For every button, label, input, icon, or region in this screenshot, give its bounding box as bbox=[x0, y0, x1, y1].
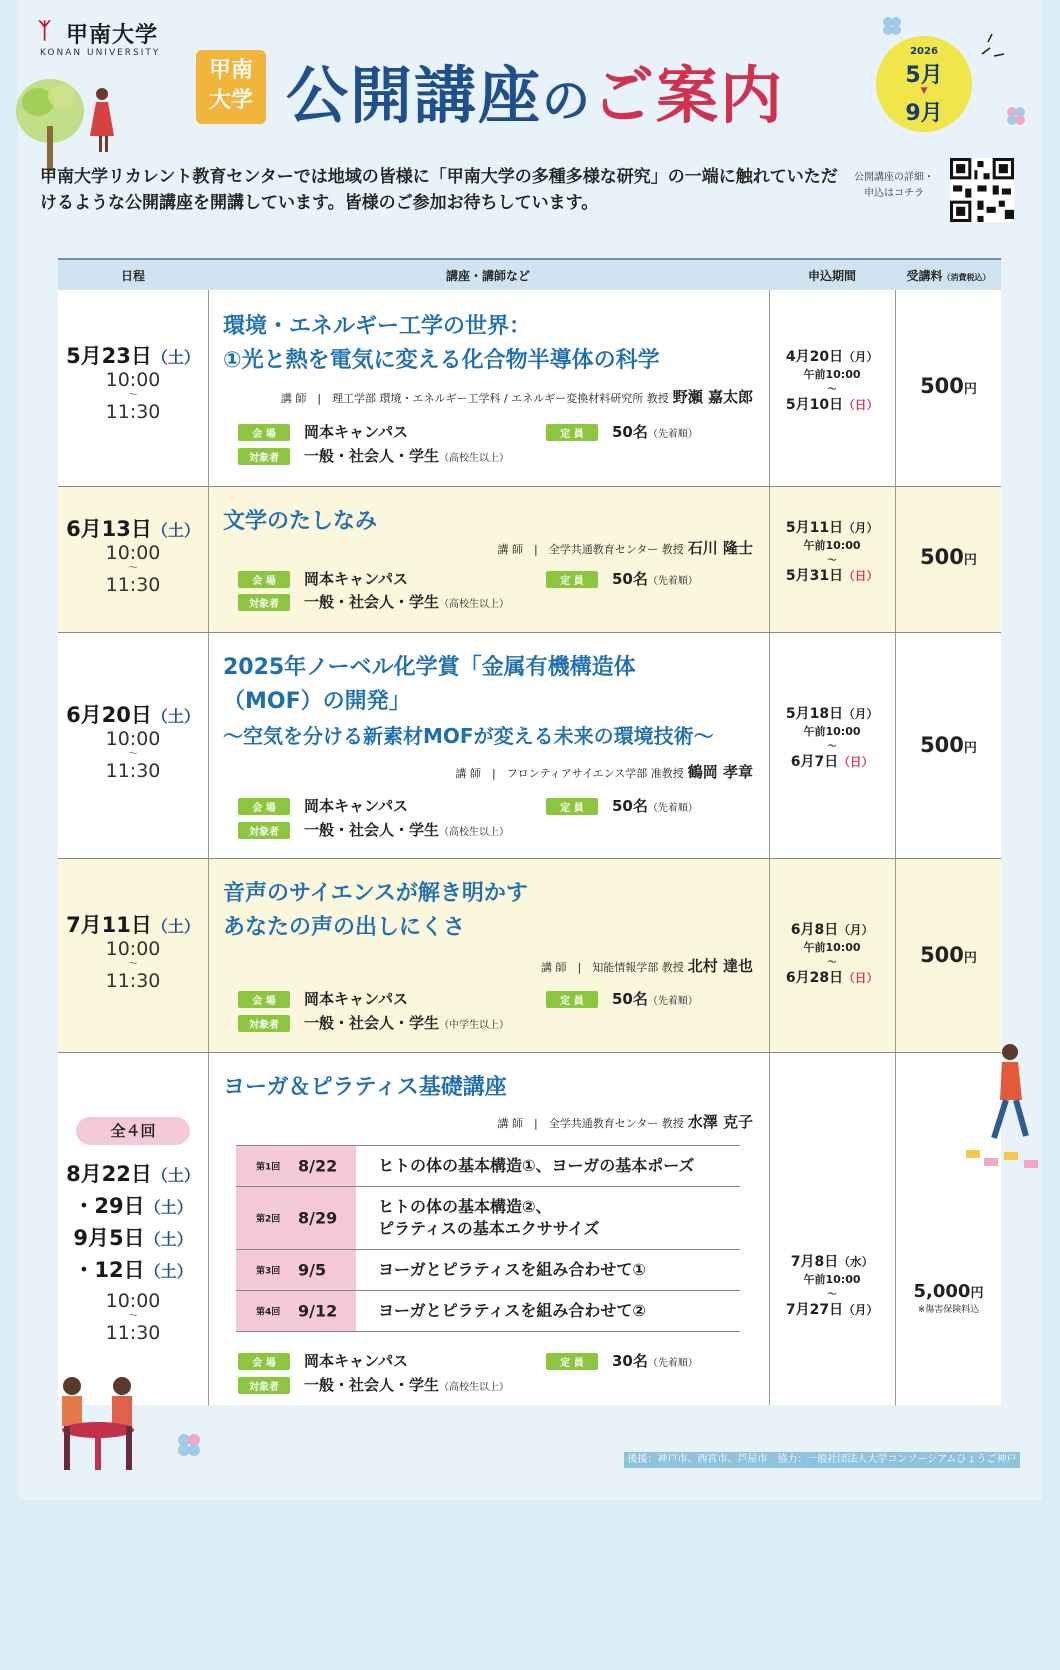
flower-icon bbox=[1004, 104, 1028, 128]
time-end: 11:30 bbox=[105, 760, 161, 782]
apply-period bbox=[770, 348, 894, 414]
venue-value: 岡本キャンパス bbox=[304, 423, 408, 441]
time-start: 10:00 bbox=[105, 938, 161, 960]
apply-end: 5月31日 bbox=[785, 568, 844, 584]
capacity-note: （先着順） bbox=[647, 429, 698, 440]
time-separator: 〜 bbox=[128, 390, 138, 401]
venue-tag: 会 場 bbox=[238, 991, 290, 1008]
capacity-value: 50名 bbox=[612, 797, 648, 815]
lecturer-label: 講 師 bbox=[455, 767, 481, 780]
target-value: 一般・社会人・学生 bbox=[304, 821, 440, 839]
venue bbox=[238, 1350, 408, 1371]
session-number: 第2回 bbox=[256, 1214, 281, 1225]
venue-tag: 会 場 bbox=[238, 424, 290, 441]
target-note: （高校生以上） bbox=[439, 453, 510, 464]
target-value: 一般・社会人・学生 bbox=[304, 593, 440, 611]
apply-separator: 〜 bbox=[827, 742, 837, 752]
apply-separator: 〜 bbox=[827, 1290, 837, 1300]
course-title-line-2: あなたの声の出しにくさ bbox=[223, 915, 466, 940]
date-day: 9月5日 bbox=[73, 1226, 145, 1250]
lecturer-name: 野瀬 嘉太郎 bbox=[672, 388, 753, 406]
capacity-tag: 定 員 bbox=[546, 798, 598, 815]
course-title bbox=[223, 1071, 507, 1105]
venue bbox=[238, 988, 408, 1009]
title-part-3: ご案内 bbox=[592, 59, 785, 132]
course-date bbox=[58, 909, 208, 991]
course-title bbox=[223, 651, 714, 753]
venue-value: 岡本キャンパス bbox=[304, 797, 408, 815]
table-row bbox=[58, 1053, 1001, 1405]
apply-start-dow: （月） bbox=[838, 923, 874, 937]
course-date bbox=[58, 699, 208, 781]
fee-value: 500 bbox=[920, 545, 964, 569]
fee-value: 500 bbox=[920, 943, 964, 967]
course-title-line-2: （MOF）の開発」 bbox=[223, 689, 411, 714]
header-fee bbox=[896, 267, 1001, 284]
apply-end-dow: （日） bbox=[838, 755, 874, 769]
period-end-month: 9月 bbox=[905, 101, 943, 126]
capacity-value: 30名 bbox=[612, 1352, 648, 1370]
target-tag: 対象者 bbox=[238, 1015, 290, 1032]
target-note: （高校生以上） bbox=[439, 827, 510, 838]
apply-period bbox=[770, 519, 894, 585]
page-title bbox=[286, 46, 784, 135]
capacity bbox=[546, 421, 698, 442]
table-row bbox=[58, 290, 1001, 487]
fee bbox=[896, 545, 1001, 569]
capacity-note: （先着順） bbox=[647, 1358, 698, 1369]
target bbox=[238, 445, 509, 466]
date-day: 6月20日 bbox=[66, 703, 152, 727]
lecturer: 講 師 | 全学共通教育センター 教授 水澤 克子 bbox=[497, 1113, 753, 1131]
intro-text: 甲南大学リカレント教育センターでは地域の皆様に「甲南大学の多種多様な研究」の一端に触れていただけるような公開講座を開講しています。皆様のご参加お待ちしています。 bbox=[40, 167, 838, 213]
time-separator: 〜 bbox=[128, 563, 138, 574]
venue-value: 岡本キャンパス bbox=[304, 1352, 408, 1370]
lecturer-org: 全学共通教育センター 教授 bbox=[548, 1117, 684, 1130]
fee-value: 5,000 bbox=[913, 1281, 971, 1302]
session-row bbox=[236, 1291, 740, 1332]
course-title-line-1: 2025年ノーベル化学賞「金属有機構造体 bbox=[223, 655, 636, 680]
apply-time: 午前10:00 bbox=[803, 941, 861, 954]
capacity-tag: 定 員 bbox=[546, 571, 598, 588]
capacity-value: 50名 bbox=[612, 570, 648, 588]
apply-period bbox=[770, 921, 894, 987]
time-end: 11:30 bbox=[105, 970, 161, 992]
session-number: 第3回 bbox=[256, 1266, 281, 1277]
venue-tag: 会 場 bbox=[238, 1353, 290, 1370]
time-separator: 〜 bbox=[128, 959, 138, 970]
time-separator: 〜 bbox=[128, 749, 138, 760]
logo-english: KONAN UNIVERSITY bbox=[40, 48, 161, 58]
target bbox=[238, 819, 509, 840]
fee bbox=[896, 374, 1001, 398]
lecturer: 講 師 | 全学共通教育センター 教授 石川 隆士 bbox=[497, 539, 753, 557]
apply-start-dow: （月） bbox=[843, 707, 879, 721]
lecturer-org: 知能情報学部 教授 bbox=[592, 961, 684, 974]
lecturer-name: 石川 隆士 bbox=[687, 539, 753, 557]
fee bbox=[896, 943, 1001, 967]
session-count-badge: 全４回 bbox=[76, 1117, 190, 1145]
title-part-2: の bbox=[542, 73, 593, 129]
capacity-tag: 定 員 bbox=[546, 991, 598, 1008]
time-separator: 〜 bbox=[128, 1311, 138, 1322]
badge-line-2: 大学 bbox=[208, 88, 253, 113]
capacity-tag: 定 員 bbox=[546, 424, 598, 441]
apply-time: 午前10:00 bbox=[803, 725, 861, 738]
apply-time: 午前10:00 bbox=[803, 1273, 861, 1286]
target-value: 一般・社会人・学生 bbox=[304, 447, 440, 465]
date-dow: （土） bbox=[144, 1198, 193, 1217]
fee bbox=[896, 1281, 1001, 1315]
apply-time: 午前10:00 bbox=[803, 368, 861, 381]
period-badge bbox=[876, 36, 972, 132]
lecturer-name: 北村 達也 bbox=[687, 957, 753, 975]
lecturer-label: 講 師 bbox=[280, 392, 307, 405]
apply-end-dow: （日） bbox=[843, 569, 879, 583]
time-end: 11:30 bbox=[105, 401, 161, 423]
date-dow: （土） bbox=[151, 348, 200, 367]
fee-unit: 円 bbox=[963, 951, 977, 966]
lecturer: 講 師 | 理工学部 環境・エネルギー工学科 / エネルギー変換材料研究所 教授 野瀬 嘉太郎 bbox=[280, 388, 753, 406]
capacity-note: （先着順） bbox=[647, 576, 698, 587]
date-day: ・12日 bbox=[73, 1258, 145, 1282]
header-date: 日程 bbox=[120, 269, 145, 283]
lecturer-org: 理工学部 環境・エネルギー工学科 / エネルギー変換材料研究所 教授 bbox=[332, 392, 669, 405]
target-note: （中学生以上） bbox=[439, 1020, 510, 1031]
lecturer-label: 講 師 bbox=[497, 1117, 523, 1130]
session-row bbox=[236, 1146, 740, 1187]
qr-code-icon[interactable] bbox=[950, 158, 1014, 222]
venue-value: 岡本キャンパス bbox=[304, 570, 408, 588]
title-part-1: 公開講座 bbox=[286, 59, 543, 132]
target-value: 一般・社会人・学生 bbox=[304, 1014, 440, 1032]
sparkle-lines-icon bbox=[976, 34, 1006, 64]
down-arrow-icon: ▼ bbox=[920, 86, 928, 96]
people-at-table-illustration-icon bbox=[40, 1372, 180, 1482]
header-apply: 申込期間 bbox=[807, 269, 856, 283]
logo-name: 甲南大学 bbox=[66, 23, 159, 48]
apply-end: 5月10日 bbox=[785, 397, 844, 413]
capacity-note: （先着順） bbox=[647, 996, 698, 1007]
session-date: 9/5 bbox=[298, 1260, 327, 1280]
course-date bbox=[58, 1159, 208, 1343]
course-title-line-1: ヨーガ＆ピラティス基礎講座 bbox=[223, 1075, 507, 1100]
course-date bbox=[58, 513, 208, 595]
fee bbox=[896, 733, 1001, 757]
course-title-line-1: 環境・エネルギー工学の世界： bbox=[223, 314, 532, 339]
date-dow: （土） bbox=[144, 1230, 193, 1249]
venue bbox=[238, 795, 408, 816]
apply-start: 6月8日 bbox=[790, 922, 839, 938]
session-topic: ヨーガとピラティスを組み合わせて② bbox=[378, 1301, 646, 1320]
apply-period bbox=[770, 1253, 894, 1319]
period-start-month: 5月 bbox=[905, 63, 943, 88]
date-dow: （土） bbox=[151, 1166, 200, 1185]
capacity-tag: 定 員 bbox=[546, 1353, 598, 1370]
apply-start: 4月20日 bbox=[785, 349, 844, 365]
date-day: ・29日 bbox=[73, 1194, 145, 1218]
time-end: 11:30 bbox=[105, 574, 161, 596]
table-header bbox=[58, 258, 1001, 292]
session-schedule bbox=[236, 1145, 740, 1332]
session-topic: ヒトの体の基本構造②、 bbox=[378, 1197, 552, 1216]
fee-unit: 円 bbox=[963, 382, 977, 397]
capacity-note: （先着順） bbox=[647, 803, 698, 814]
session-date: 9/12 bbox=[298, 1301, 338, 1321]
badge-line-1: 甲南 bbox=[208, 58, 253, 83]
apply-start-dow: （月） bbox=[843, 521, 879, 535]
header-fee-note: （消費税込） bbox=[942, 273, 991, 282]
course-title bbox=[223, 877, 528, 945]
course-title bbox=[223, 505, 377, 539]
target bbox=[238, 1012, 509, 1033]
target-tag: 対象者 bbox=[238, 594, 290, 611]
session-number: 第1回 bbox=[256, 1162, 281, 1173]
venue bbox=[238, 568, 408, 589]
apply-period bbox=[770, 705, 894, 771]
apply-end-dow: （日） bbox=[843, 971, 879, 985]
apply-end-dow: （月） bbox=[843, 1303, 879, 1317]
capacity-value: 50名 bbox=[612, 990, 648, 1008]
target bbox=[238, 1374, 509, 1395]
lecturer: 講 師 | フロンティアサイエンス学部 准教授 鶴岡 孝章 bbox=[455, 763, 753, 781]
date-dow: （土） bbox=[151, 707, 200, 726]
venue bbox=[238, 421, 408, 442]
lecturer-name: 鶴岡 孝章 bbox=[687, 763, 753, 781]
lecturer-label: 講 師 bbox=[497, 543, 523, 556]
session-topic: ヒトの体の基本構造①、ヨーガの基本ポーズ bbox=[378, 1156, 695, 1175]
date-dow: （土） bbox=[151, 521, 200, 540]
course-title-line-1: 音声のサイエンスが解き明かす bbox=[223, 881, 528, 906]
target-tag: 対象者 bbox=[238, 822, 290, 839]
time-end: 11:30 bbox=[105, 1322, 161, 1344]
apply-separator: 〜 bbox=[827, 556, 837, 566]
lecturer-label: 講 師 bbox=[541, 961, 567, 974]
date-day: 6月13日 bbox=[66, 517, 152, 541]
table-row bbox=[58, 633, 1001, 859]
session-number: 第4回 bbox=[256, 1307, 281, 1318]
apply-separator: 〜 bbox=[827, 385, 837, 395]
fee-value: 500 bbox=[920, 733, 964, 757]
venue-tag: 会 場 bbox=[238, 571, 290, 588]
apply-end: 6月28日 bbox=[785, 970, 844, 986]
university-logo bbox=[38, 18, 188, 62]
footer-sponsors: 後援：神戸市、西宮市、芦屋市 協力：一般社団法人大学コンソーシアムひょうご神戸 bbox=[624, 1452, 1020, 1468]
table-row bbox=[58, 487, 1001, 633]
time-start: 10:00 bbox=[105, 369, 161, 391]
apply-time: 午前10:00 bbox=[803, 539, 861, 552]
course-date bbox=[58, 340, 208, 422]
date-day: 7月11日 bbox=[66, 913, 152, 937]
apply-start: 7月8日 bbox=[790, 1254, 839, 1270]
apply-end-dow: （日） bbox=[843, 398, 879, 412]
date-day: 5月23日 bbox=[66, 344, 152, 368]
target-note: （高校生以上） bbox=[439, 599, 510, 610]
lecturer: 講 師 | 知能情報学部 教授 北村 達也 bbox=[541, 957, 753, 975]
apply-start-dow: （月） bbox=[843, 350, 879, 364]
course-title-line-1: 文学のたしなみ bbox=[223, 509, 378, 534]
session-row bbox=[236, 1250, 740, 1291]
capacity bbox=[546, 568, 698, 589]
target-note: （高校生以上） bbox=[439, 1382, 510, 1393]
fee-value: 500 bbox=[920, 374, 964, 398]
venue-value: 岡本キャンパス bbox=[304, 990, 408, 1008]
session-row bbox=[236, 1187, 740, 1250]
date-day: 8月22日 bbox=[66, 1162, 152, 1186]
lecturer-org: 全学共通教育センター 教授 bbox=[548, 543, 684, 556]
session-date: 8/29 bbox=[298, 1208, 338, 1228]
tree-illustration-icon bbox=[10, 66, 130, 176]
target-tag: 対象者 bbox=[238, 1377, 290, 1394]
apply-end: 6月7日 bbox=[790, 754, 839, 770]
time-start: 10:00 bbox=[105, 1290, 161, 1312]
session-topic-line-2: ピラティスの基本エクササイズ bbox=[378, 1219, 600, 1238]
apply-separator: 〜 bbox=[827, 958, 837, 968]
fee-unit: 円 bbox=[970, 1286, 984, 1301]
apply-start-dow: （水） bbox=[838, 1255, 874, 1269]
fee-unit: 円 bbox=[963, 741, 977, 756]
flower-icon bbox=[174, 1430, 204, 1460]
target-tag: 対象者 bbox=[238, 448, 290, 465]
apply-end: 7月27日 bbox=[785, 1302, 844, 1318]
session-date: 8/22 bbox=[298, 1156, 338, 1176]
period-year: 2026 bbox=[910, 46, 938, 57]
header-course: 講座・講師など bbox=[445, 269, 530, 283]
lecturer-org: フロンティアサイエンス学部 准教授 bbox=[506, 767, 684, 780]
course-subtitle: 〜空気を分ける新素材MOFが変える未来の環境技術〜 bbox=[223, 724, 714, 748]
capacity bbox=[546, 795, 698, 816]
table-row bbox=[58, 859, 1001, 1053]
date-dow: （土） bbox=[144, 1262, 193, 1281]
fee-unit: 円 bbox=[963, 553, 977, 568]
walking-person-illustration-icon bbox=[960, 1040, 1050, 1180]
date-dow: （土） bbox=[151, 917, 200, 936]
header-fee-label: 受講料 bbox=[906, 269, 943, 283]
capacity bbox=[546, 988, 698, 1009]
venue-tag: 会 場 bbox=[238, 798, 290, 815]
course-title-line-2: ①光と熱を電気に変える化合物半導体の科学 bbox=[223, 348, 660, 373]
session-topic: ヨーガとピラティスを組み合わせて① bbox=[378, 1260, 646, 1279]
target-value: 一般・社会人・学生 bbox=[304, 1376, 440, 1394]
logo-mark-icon: ᛉ bbox=[38, 19, 52, 44]
fee-note: ※傷害保険料込 bbox=[917, 1305, 980, 1315]
lecturer-name: 水澤 克子 bbox=[687, 1113, 753, 1131]
konan-badge bbox=[196, 50, 266, 124]
apply-start: 5月11日 bbox=[785, 520, 844, 536]
flower-icon bbox=[880, 14, 904, 38]
capacity-value: 50名 bbox=[612, 423, 648, 441]
apply-start: 5月18日 bbox=[785, 706, 844, 722]
capacity bbox=[546, 1350, 698, 1371]
target bbox=[238, 591, 509, 612]
qr-note: 公開講座の詳細・申込はコチラ bbox=[854, 172, 934, 199]
course-title bbox=[223, 310, 660, 378]
time-start: 10:00 bbox=[105, 542, 161, 564]
time-start: 10:00 bbox=[105, 728, 161, 750]
